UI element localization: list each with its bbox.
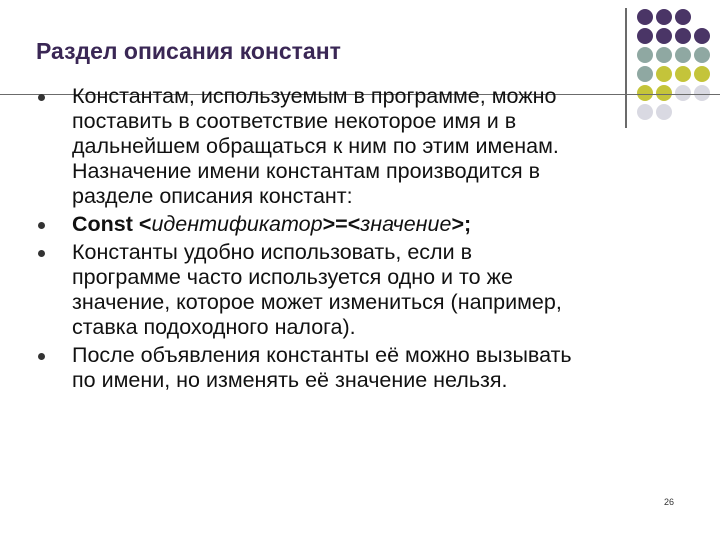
bullet-marker [38, 94, 45, 101]
bullet-item [38, 240, 698, 340]
slide-title: Раздел описания констант [36, 38, 341, 64]
decorative-dot [637, 47, 653, 63]
decorative-dot [637, 9, 653, 25]
decorative-dot [675, 47, 691, 63]
decorative-dot [637, 28, 653, 44]
bullet-line: Константам, используемым в программе, можно [72, 84, 557, 108]
bullet-marker [38, 222, 45, 229]
decorative-dot [694, 28, 710, 44]
decorative-dot [656, 66, 672, 82]
syntax-identifier: идентификатор [151, 212, 323, 236]
decorative-dot [675, 28, 691, 44]
bullet-line: Назначение имени константам производится в [72, 159, 541, 183]
bullet-line: значение, которое может измениться (например, [72, 290, 562, 314]
bullet-line: по имени, но изменять её значение нельзя. [72, 368, 508, 392]
bullet-marker [38, 353, 45, 360]
bullet-item [38, 343, 698, 393]
bullet-item-syntax [38, 212, 698, 237]
bullet-list [38, 84, 698, 393]
bullet-marker [38, 250, 45, 257]
bullet-line: дальнейшем обращаться к ним по этим именам. [72, 134, 559, 158]
decorative-dot [675, 9, 691, 25]
page-number: 26 [664, 497, 675, 507]
const-keyword: Const [72, 212, 133, 236]
syntax-assign: >=< [322, 212, 361, 236]
bullet-item [38, 84, 698, 209]
syntax-close: >; [451, 212, 472, 236]
decorative-dot [656, 28, 672, 44]
decorative-dot [637, 66, 653, 82]
bullet-line: После объявления константы её можно вызывать [72, 343, 572, 367]
decorative-dot [675, 66, 691, 82]
bullet-line: разделе описания констант: [72, 184, 353, 208]
decorative-dot [694, 47, 710, 63]
decorative-dot [656, 9, 672, 25]
syntax-open-bracket: < [138, 212, 152, 236]
decorative-dot [694, 66, 710, 82]
bullet-line: поставить в соответствие некоторое имя и в [72, 109, 517, 133]
bullet-line: Константы удобно использовать, если в [72, 240, 472, 264]
syntax-value: значение [360, 212, 452, 236]
decorative-dot [656, 47, 672, 63]
bullet-line: ставка подоходного налога). [72, 315, 356, 339]
const-syntax [72, 212, 698, 237]
bullet-line: программе часто используется одно и то же [72, 265, 513, 289]
